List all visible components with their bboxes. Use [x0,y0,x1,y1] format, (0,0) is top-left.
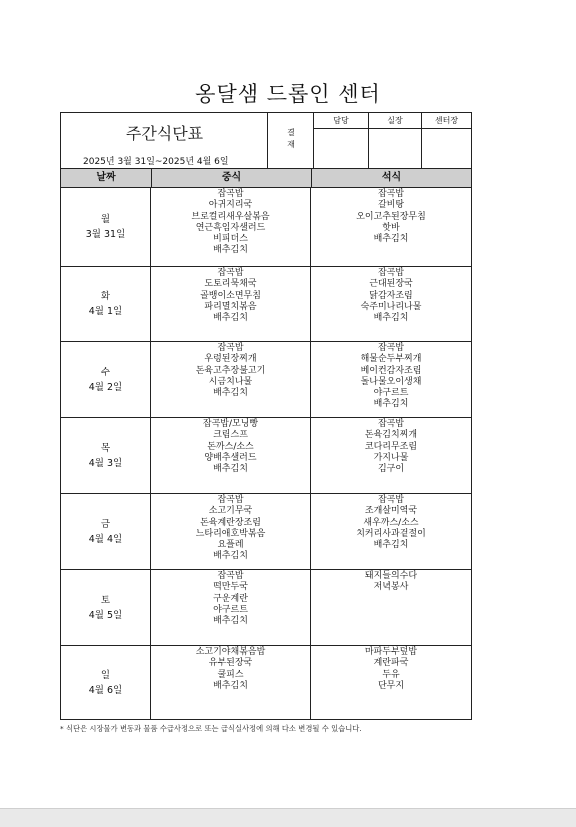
dinner-item: 저녁봉사 [373,582,409,593]
table-row [61,494,471,570]
lunch-cell [151,570,311,645]
lunch-item: 돈육계란장조림 [200,517,261,528]
lunch-item: 아귀지리국 [208,200,253,211]
lunch-item: 양배추샐러드 [204,452,257,463]
dinner-cell [311,418,471,493]
dinner-item: 베이컨감자조림 [360,365,422,376]
lunch-item: 시금치나물 [208,376,253,387]
menu-table [60,112,472,720]
lunch-item: 떡만두국 [213,582,248,593]
role-label: 센터장 [422,113,471,129]
date: 4월 3일 [88,457,123,469]
column-header [61,168,471,188]
dinner-item: 잡곡밥 [377,419,405,429]
dinner-item: 배추김치 [373,399,409,410]
dinner-item: 가지나물 [373,452,409,463]
dinner-item: 조개살미역국 [364,506,418,517]
approval-cell [369,113,422,168]
dinner-item: 마파두부덮밥 [364,647,418,657]
weekday: 일 [100,669,111,681]
dinner-cell [311,342,471,417]
lunch-item: 야구르트 [213,604,248,615]
approval-label [268,113,314,168]
lunch-item: 쿨피스 [217,669,244,680]
role-label: 실장 [369,113,421,129]
dinner-item: 숙주미나리나물 [360,301,422,312]
dinner-item: 오이고추된장무침 [356,211,426,222]
table-row [61,418,471,494]
lunch-cell [151,494,311,569]
column-lunch: 중식 [151,169,311,187]
column-dinner: 석식 [311,169,471,187]
table-row [61,646,471,719]
weekday: 수 [100,366,111,378]
approval-box [314,113,471,168]
date: 4월 1일 [88,306,123,317]
dinner-item: 핫바 [382,222,400,233]
menu-period: 2025년 3월 31일~2025년 4월 6일 [83,157,229,167]
lunch-item: 구운계란 [213,593,248,604]
dinner-item: 돼지들의수다 [364,571,418,581]
dinner-cell [311,570,471,645]
date: 4월 5일 [88,609,123,621]
dinner-item: 잡곡밥 [377,268,405,278]
dinner-cell [311,267,471,341]
date: 3월 31일 [85,229,126,240]
bottom-bar [0,808,576,827]
lunch-item: 골뱅이소면무침 [200,290,261,301]
lunch-item: 크림스프 [213,430,248,441]
lunch-cell [151,418,311,493]
lunch-item: 배추김치 [213,245,248,256]
dinner-item: 잡곡밥 [377,495,405,505]
day-cell [61,418,151,493]
dinner-item: 잡곡밥 [377,189,405,199]
lunch-item: 느타리애호박볶음 [195,528,266,539]
approval-cell [314,113,369,168]
approval-jae: 재 [287,140,295,149]
day-cell [61,188,151,266]
dinner-item: 야구르트 [373,388,409,399]
center-title: 옹달샘 드롭인 센터 [195,82,381,106]
lunch-cell [151,646,311,719]
lunch-item: 배추김치 [213,616,248,627]
menu-title: 주간식단표 [125,124,204,143]
day-cell [61,646,151,719]
role-label: 담당 [314,113,368,129]
dinner-item: 코다리무조림 [364,441,418,452]
lunch-item: 배추김치 [213,464,248,475]
table-row [61,267,471,342]
dinner-item: 단무지 [377,680,405,691]
lunch-item: 파리멸치볶음 [204,301,257,312]
weekday: 목 [100,442,111,454]
lunch-item: 도토리묵채국 [204,279,257,290]
date: 4월 4일 [88,533,123,545]
lunch-item: 소고기야채볶음밥 [195,647,266,657]
lunch-item: 잡곡밥 [217,571,244,581]
lunch-item: 잡곡밥 [217,268,244,278]
dinner-item: 해물순두부찌개 [360,354,422,365]
lunch-item: 소고기무국 [208,506,253,517]
lunch-cell [151,342,311,417]
dinner-cell [311,188,471,266]
weekday: 금 [100,518,111,530]
lunch-item: 배추김치 [213,388,248,399]
dinner-item: 닭감자조림 [369,290,413,301]
lunch-item: 잡곡밥 [217,343,244,353]
approval-cell [422,113,471,168]
lunch-cell [151,188,311,266]
lunch-cell [151,267,311,341]
footnote: * 식단은 시장물가 변동과 물품 수급사정으로 또는 급식실사정에 의해 다소 변경될 수 있습니다. [60,724,362,733]
dinner-item: 배추김치 [373,234,409,245]
weekday: 토 [100,594,111,606]
day-cell [61,267,151,341]
dinner-item: 배추김치 [373,540,409,551]
lunch-item: 연근흑임자샐러드 [195,222,266,233]
lunch-item: 브로컬리새우살볶음 [191,211,270,222]
lunch-item: 요플레 [217,540,244,551]
dinner-item: 갈비탕 [377,200,405,211]
table-row [61,342,471,418]
dinner-item: 치커리사과겉절이 [356,528,426,539]
dinner-item: 돈육김치찌개 [364,430,418,441]
day-cell [61,494,151,569]
day-cell [61,570,151,645]
dinner-item: 잡곡밥 [377,343,405,353]
day-cell [61,342,151,417]
lunch-item: 우렁된장찌개 [204,354,257,365]
table-row [61,570,471,646]
dinner-item: 김구이 [377,464,405,475]
lunch-item: 비피더스 [213,234,248,245]
weekday: 화 [100,291,111,302]
lunch-item: 배추김치 [213,680,248,691]
dinner-item: 배추김치 [373,313,409,324]
column-date: 날짜 [96,172,116,183]
dinner-item: 새우까스/소스 [363,517,419,528]
table-header [61,113,268,168]
lunch-item: 잡곡밥 [217,189,244,199]
date: 4월 2일 [88,381,123,393]
lunch-item: 배추김치 [213,313,248,324]
lunch-item: 돈육고추장불고기 [195,365,266,376]
date: 4월 6일 [88,684,123,696]
lunch-item: 잡곡밥/모닝빵 [202,419,259,429]
dinner-cell [311,646,471,719]
dinner-cell [311,494,471,569]
lunch-item: 배추김치 [213,551,248,562]
dinner-item: 근대된장국 [369,279,413,290]
dinner-item: 계란파국 [373,658,409,669]
dinner-item: 두유 [382,669,400,680]
approval-gyeol: 결 [287,128,295,137]
lunch-item: 유부된장국 [208,658,253,669]
dinner-item: 돌나물오이생채 [360,376,422,387]
weekday: 월 [100,214,111,225]
table-row [61,188,471,267]
lunch-item: 잡곡밥 [217,495,244,505]
lunch-item: 돈까스/소스 [207,441,254,452]
